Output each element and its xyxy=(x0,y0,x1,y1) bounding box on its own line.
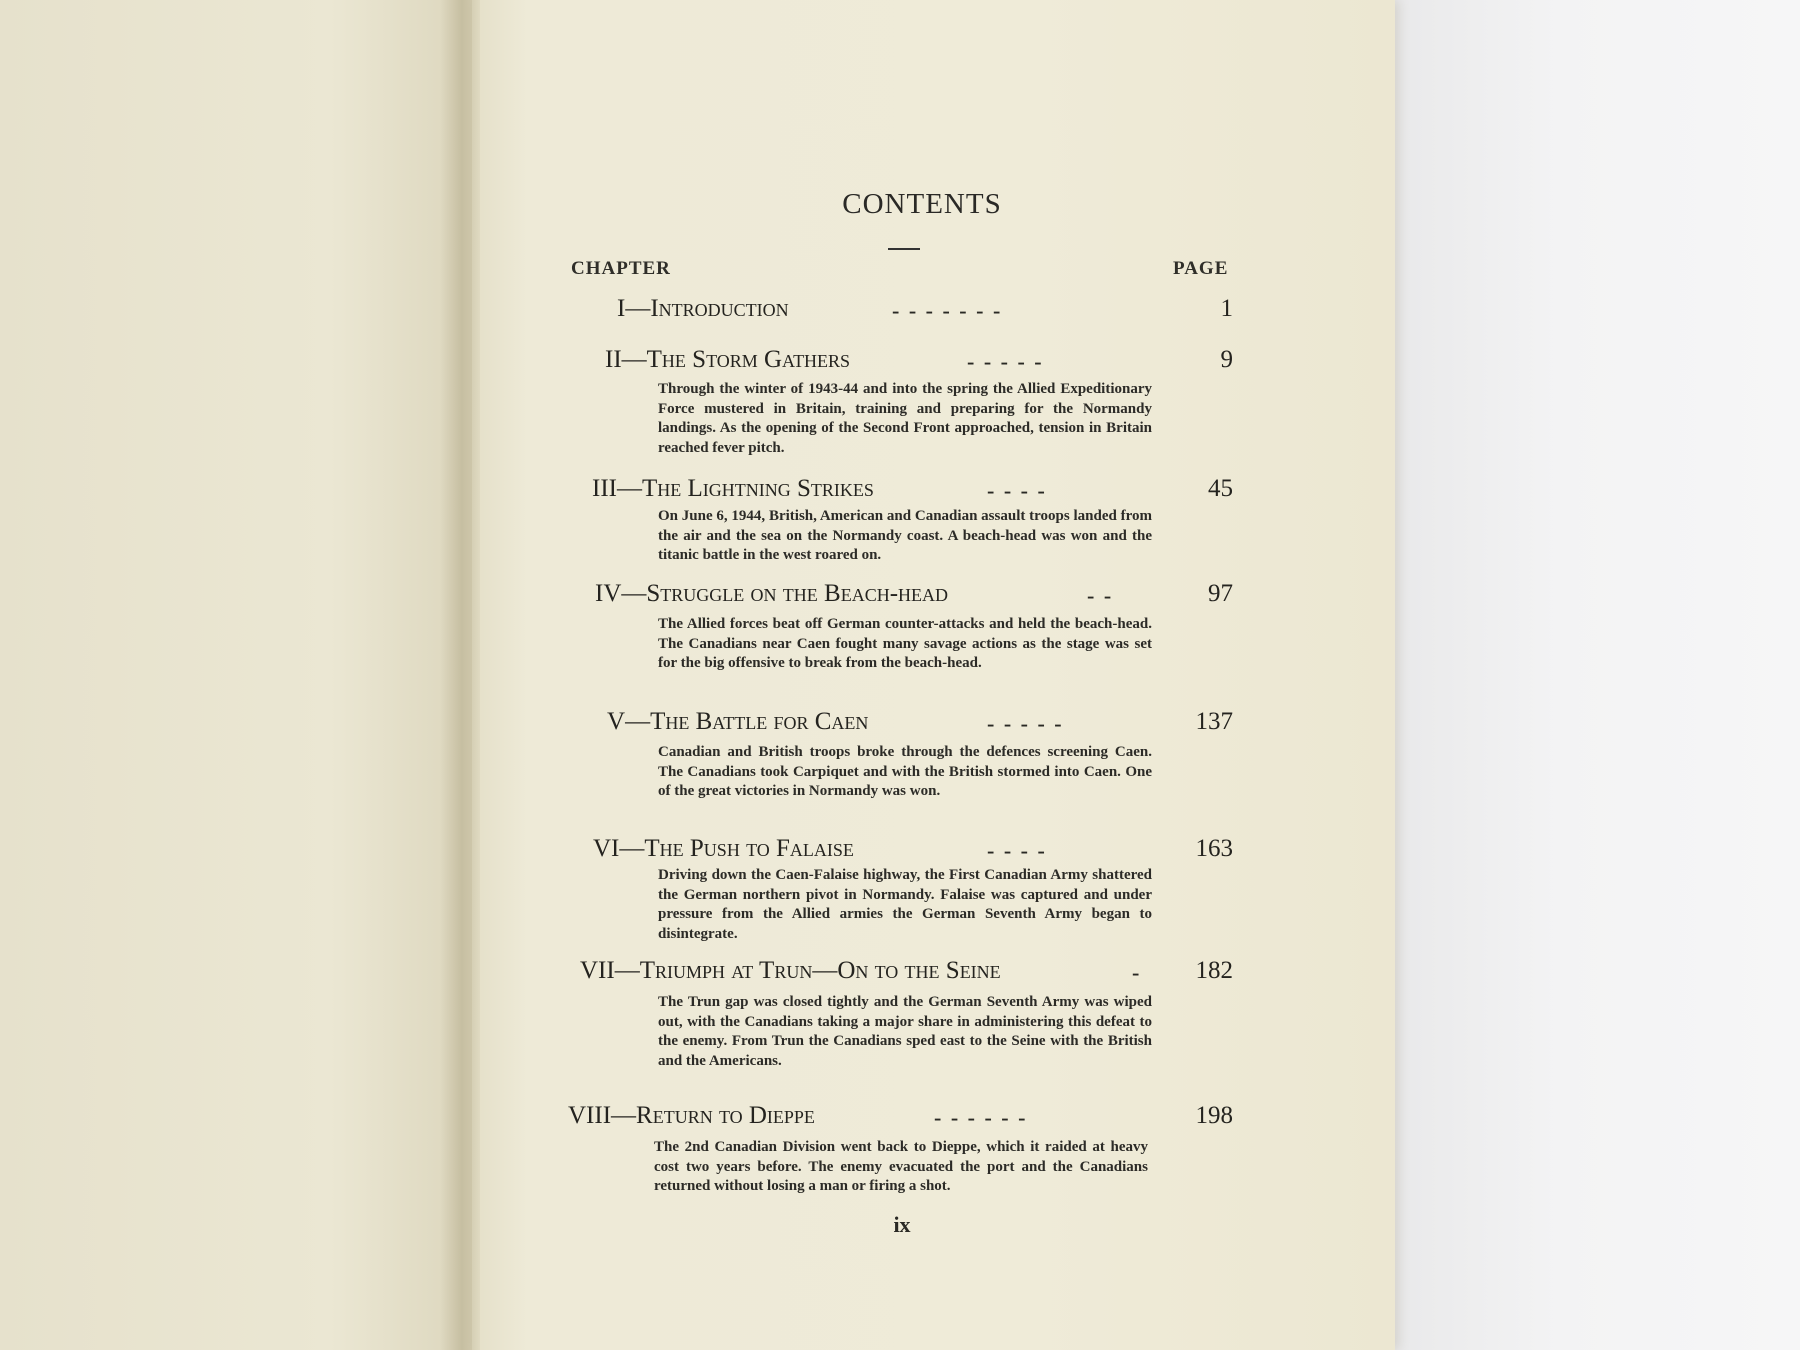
chapter-summary: The Allied forces beat off German counter-attacks and held the beach-head. The Canadians near Caen fought many savage actions as the stage was set for the big offensive to break from the beach-head. xyxy=(658,616,1152,671)
chapter-entry-5: V—The Battle for Caen xyxy=(607,708,869,735)
chapter-page-number: 182 xyxy=(1195,957,1233,984)
page-column-header: PAGE xyxy=(1173,258,1229,279)
contents-page xyxy=(472,0,1395,1350)
chapter-entry-2: II—The Storm Gathers xyxy=(605,346,851,373)
chapter-title: Struggle on the Beach-head xyxy=(646,580,949,607)
leader-dots: - - - - xyxy=(987,838,1047,863)
chapter-title: The Push to Falaise xyxy=(644,835,854,862)
chapter-numeral: IV xyxy=(595,580,622,607)
chapter-numeral: V xyxy=(607,708,626,735)
chapter-page-number: 9 xyxy=(1220,346,1233,373)
chapter-title: Triumph at Trun—On to the Seine xyxy=(639,957,1001,984)
chapter-title: The Battle for Caen xyxy=(650,708,869,735)
chapter-summary: The Trun gap was closed tightly and the German Seventh Army was wiped out, with the Canadians taking a major share in administering this defeat to the enemy. From Trun the Canadians sped east to the Seine with the British and the Americans. xyxy=(658,994,1152,1069)
chapter-page-number: 163 xyxy=(1195,835,1233,862)
chapter-column-header: CHAPTER xyxy=(571,258,671,279)
chapter-page-number: 45 xyxy=(1208,475,1233,502)
chapter-title: The Storm Gathers xyxy=(646,346,851,373)
chapter-entry-8: VIII—Return to Dieppe xyxy=(568,1102,815,1129)
chapter-numeral: VIII xyxy=(568,1102,612,1129)
leader-dots: - - xyxy=(1087,583,1114,608)
chapter-page-number: 1 xyxy=(1220,295,1233,322)
chapter-page-number: 137 xyxy=(1195,708,1233,735)
chapter-entry-4: IV—Struggle on the Beach-head xyxy=(595,580,949,607)
leader-dots: - xyxy=(1132,960,1142,985)
chapter-numeral: II xyxy=(605,346,622,373)
title-rule xyxy=(888,248,920,250)
leader-dots: - - - - - xyxy=(987,711,1064,736)
chapter-summary: Driving down the Caen-Falaise highway, the First Canadian Army shattered the German northern pivot in Normandy. Falaise was captured and under pressure from the Allied armies the German Seventh Army began to disintegrate. xyxy=(658,867,1152,942)
facing-page-left xyxy=(0,0,472,1350)
chapter-summary: Through the winter of 1943-44 and into the spring the Allied Expeditionary Force mustered in Britain, training and preparing for the Normandy landings. As the opening of the Second Front approached, tension in Britain reached fever pitch. xyxy=(658,381,1152,456)
chapter-numeral: VI xyxy=(593,835,620,862)
chapter-entry-1: I—Introduction xyxy=(617,295,789,322)
chapter-numeral: I xyxy=(617,295,626,322)
chapter-numeral: III xyxy=(592,475,617,502)
chapter-page-number: 198 xyxy=(1195,1102,1233,1129)
leader-dots: - - - - xyxy=(987,478,1047,503)
chapter-title: The Lightning Strikes xyxy=(641,475,874,502)
book-gutter-shadow xyxy=(440,0,480,1350)
page-folio: ix xyxy=(893,1212,911,1237)
chapter-title: Return to Dieppe xyxy=(636,1102,815,1129)
leader-dots: - - - - - - - xyxy=(892,298,1003,323)
background-surface xyxy=(1395,0,1800,1350)
chapter-numeral: VII xyxy=(580,957,615,984)
leader-dots: - - - - - - xyxy=(934,1105,1028,1130)
chapter-title: Introduction xyxy=(650,295,789,322)
chapter-entry-3: III—The Lightning Strikes xyxy=(592,475,874,502)
chapter-summary: The 2nd Canadian Division went back to Dieppe, which it raided at heavy cost two years before. The enemy evacuated the port and the Canadians returned without losing a man or firing a shot. xyxy=(654,1139,1148,1194)
chapter-summary: On June 6, 1944, British, American and Canadian assault troops landed from the air and the sea on the Normandy coast. A beach-head was won and the titanic battle in the west roared on. xyxy=(658,508,1152,563)
leader-dots: - - - - - xyxy=(967,349,1044,374)
chapter-entry-6: VI—The Push to Falaise xyxy=(593,835,854,862)
chapter-entry-7: VII—Triumph at Trun—On to the Seine xyxy=(580,957,1001,984)
chapter-page-number: 97 xyxy=(1208,580,1233,607)
page-title: CONTENTS xyxy=(842,188,1002,220)
show-through-text xyxy=(0,90,440,850)
chapter-summary: Canadian and British troops broke through the defences screening Caen. The Canadians took Carpiquet and with the British stormed into Caen. One of the great victories in Normandy was won. xyxy=(658,744,1152,799)
